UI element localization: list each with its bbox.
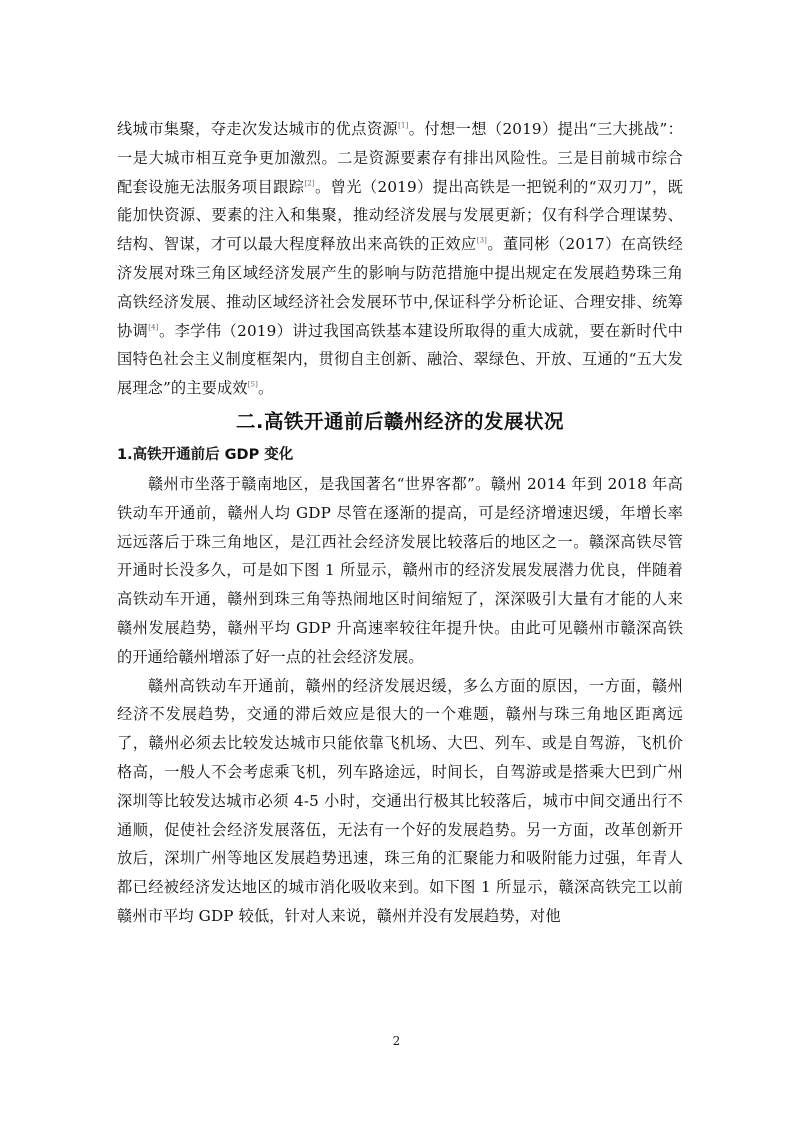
text-run: 。董同彬（2017）在高铁经济发展对珠三角区域经济发展产生的影响与防范措施中提出规定在发展趋势珠三角高铁经济发展、推动区域经济社会发展环节中,保证科学分析论证、合理安排、统筹协调: [117, 235, 683, 340]
citation-ref: [3]: [476, 236, 488, 245]
text-run: 线城市集聚，夺走次发达城市的优点资源: [117, 120, 399, 138]
subsection-heading: 1.高铁开通前后 GDP 变化: [117, 446, 294, 463]
text-run: 。李学伟（2019）讲过我国高铁基本建设所取得的重大成就，要在新时代中国特色社会主义制度框架内，贯彻自主创新、融洽、翠绿色、开放、互通的“五大发展理念”的主要成效: [117, 321, 683, 398]
text-run: 。曾光（2019）提出高铁是一把锐利的“双刃刀”，既能加快资源、要素的注入和集聚，推动经济发展与发展更新；仅有科学合理谋势、结构、智谋，才可以最大程度释放出来高铁的正效应: [117, 177, 683, 254]
citation-ref: [1]: [398, 121, 409, 130]
text-run: 。付想一想（2019）提出“三大挑战”：一是大城市相互竞争更加激烈。二是资源要素存有排出风险性。三是目前城市综合配套设施无法服务项目跟踪: [117, 120, 684, 196]
page-number: 2: [392, 1034, 401, 1048]
body-paragraph-causes: 赣州高铁动车开通前，赣州的经济发展迟缓，多么方面的原因，一方面，赣州经济不发展趋势，交通的滞后效应是很大的一个难题，赣州与珠三角地区距离远了，赣州必须去比较发达城市只能依靠飞机场、大巴、列车、或是自驾游，飞机价格高，一般人不会考虑乘飞机，列车路途远，时间长，自驾游或是搭乘大巴到广州深圳等比较发达城市必须 4-5 小时，交通出行极其比较落后，城市中间交通出行不通顺，促使社会经济发展落伍，无法有一个好的发展趋势。另一方面，改革创新开放后，深圳广州等地区发展趋势迅速，珠三角的汇聚能力和吸附能力过强，年青人都已经被经济发达地区的城市消化吸收来到。如下图 1 所显示，赣深高铁完工以前赣州市平均 GDP 较低，针对人来说，赣州并没有发展趋势，对他: [117, 676, 683, 925]
section-heading: 二.高铁开通前后赣州经济的发展状况: [236, 409, 564, 433]
page-content: [117, 115, 683, 931]
text-run: 。: [258, 379, 274, 398]
citation-ref: [4]: [148, 323, 159, 332]
body-paragraph-literature: [117, 115, 683, 403]
citation-ref: [5]: [247, 380, 258, 389]
citation-ref: [2]: [304, 179, 315, 188]
body-paragraph-gdp: 赣州市坐落于赣南地区，是我国著名“世界客都”。赣州 2014 年到 2018 年高铁动车开通前，赣州人均 GDP 尽管在逐渐的提高，可是经济增速迟缓，年增长率远远落后于珠三角地区，是江西社会经济发展比较落后的地区之一。赣深高铁尽管开通时长没多久，可是如下图 1 所显示，赣州市的经济发展发展潜力优良，伴随着高铁动车开通，赣州到珠三角等热闹地区时间缩短了，深深吸引大量有才能的人来赣州发展趋势，赣州平均 GDP 升高速率较往年提升快。由此可见赣州市赣深高铁的开通给赣州增添了好一点的社会经济发展。: [117, 474, 683, 666]
